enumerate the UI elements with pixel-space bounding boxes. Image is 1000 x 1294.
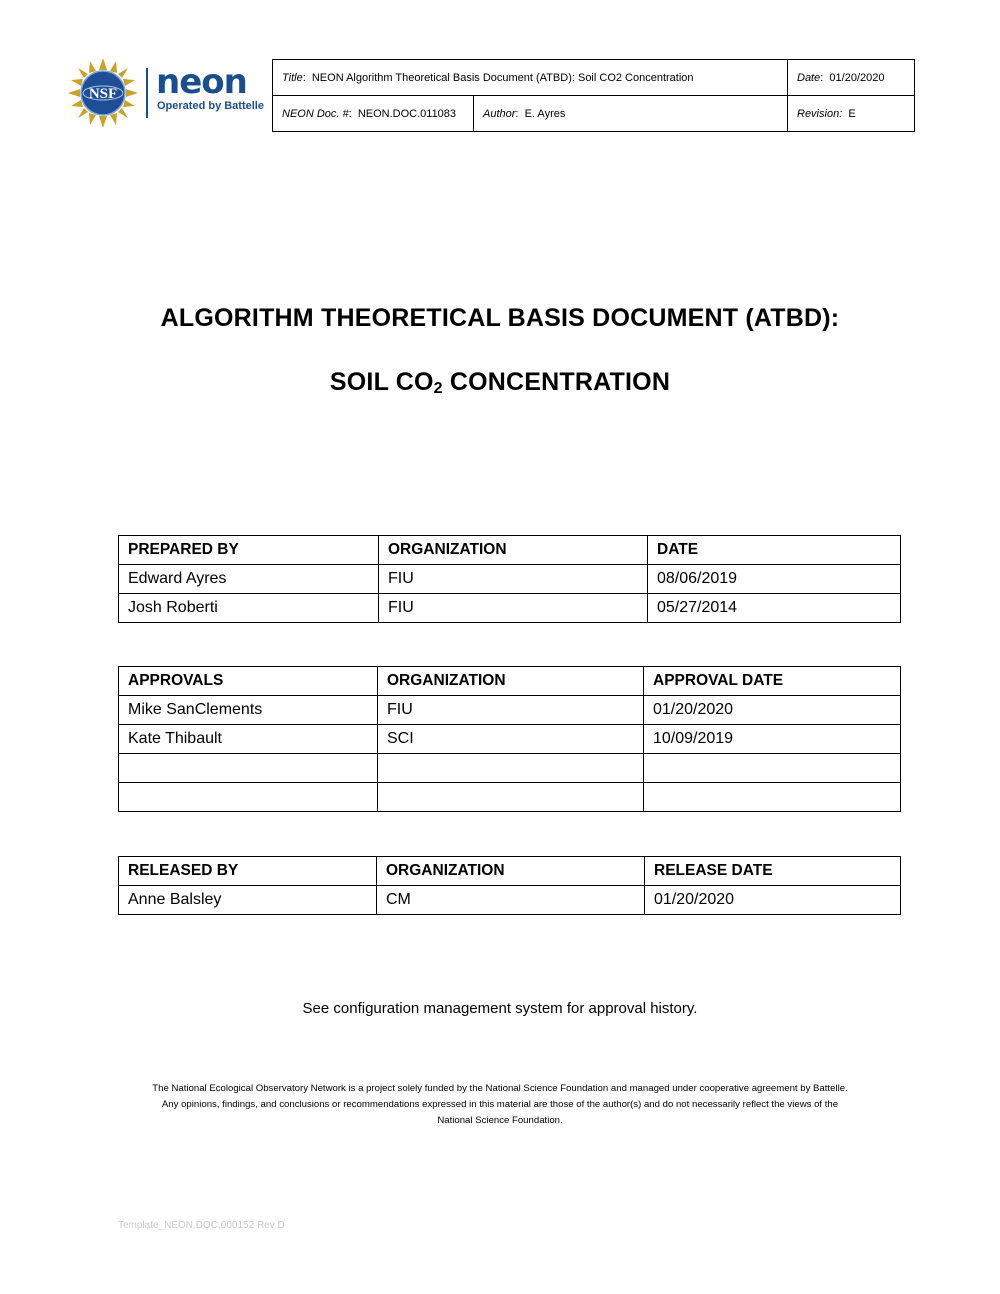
column-header: APPROVAL DATE [644,667,901,696]
table-row [119,696,901,725]
table-header-row [119,667,901,696]
table-cell: Mike SanClements [119,696,378,725]
funding-disclaimer [100,1081,900,1129]
table-cell: CM [377,886,645,915]
date-label: Date [797,71,821,84]
table-cell [119,754,378,783]
revision-value: E [848,107,856,120]
table-cell [644,754,901,783]
column-header: ORGANIZATION [378,667,644,696]
table-cell: 05/27/2014 [648,594,901,623]
footer-line: National Science Foundation. [437,1115,563,1126]
header-doc-cell: NEON Doc. #: NEON.DOC.011083 [273,96,474,132]
table-cell: 01/20/2020 [645,886,901,915]
table-cell: FIU [379,565,648,594]
column-header: ORGANIZATION [379,536,648,565]
table-cell [378,754,644,783]
table-cell: SCI [378,725,644,754]
column-header: PREPARED BY [119,536,379,565]
column-header: RELEASED BY [119,857,377,886]
nsf-seal-text: NSF [88,86,118,102]
table-row [119,725,901,754]
table-cell [378,783,644,812]
approvals-table [118,666,901,812]
table-row [119,754,901,783]
template-id: Template_NEON.DOC.000152 Rev D [118,1220,285,1231]
author-label: Author [483,107,516,120]
table-cell: 01/20/2020 [644,696,901,725]
nsf-seal-logo [68,58,138,128]
table-row [119,594,901,623]
prepared-by-table [118,535,901,623]
date-value: 01/20/2020 [829,71,885,84]
table-cell: Anne Balsley [119,886,377,915]
footer-line: The National Ecological Observatory Network is a project solely funded by the National Science Foundation and managed under cooperative agreement by Battelle. [152,1083,848,1094]
title-label: Title [282,71,303,84]
table-cell: Kate Thibault [119,725,378,754]
table-row [119,783,901,812]
footer-line: Any opinions, findings, and conclusions or recommendations expressed in this material are those of the author(s) and do not necessarily reflect the views of the [161,1099,839,1110]
doc-label: NEON Doc. # [282,107,349,120]
document-header-table [272,59,915,132]
header-row-title [273,60,915,96]
column-header: APPROVALS [119,667,378,696]
doc-value: NEON.DOC.011083 [357,107,457,120]
neon-logo-tagline: Operated by Battelle [157,100,264,112]
revision-label: Revision: [797,107,843,120]
table-cell: Josh Roberti [119,594,379,623]
table-header-row [119,536,901,565]
title-line2-suffix: CONCENTRATION [442,368,671,396]
header-row-meta [273,96,915,132]
title-line2-prefix: SOIL CO [329,368,434,396]
configuration-note: See configuration management system for approval history. [302,1000,698,1017]
title-line2-subscript: 2 [433,380,443,397]
table-row [119,565,901,594]
header-date-cell: Date: 01/20/2020 [788,60,915,96]
logo-divider [146,68,148,118]
document-title-line1: ALGORITHM THEORETICAL BASIS DOCUMENT (ATBD): [160,304,840,332]
column-header: RELEASE DATE [645,857,901,886]
table-row [119,886,901,915]
table-cell: Edward Ayres [119,565,379,594]
logo-area [68,58,264,130]
table-cell [644,783,901,812]
author-value: E. Ayres [524,107,566,120]
table-cell: 10/09/2019 [644,725,901,754]
neon-logo-word: neon [156,62,247,102]
table-header-row [119,857,901,886]
column-header: DATE [648,536,901,565]
table-cell: 08/06/2019 [648,565,901,594]
title-value: NEON Algorithm Theoretical Basis Document (ATBD): Soil CO2 Concentration [311,71,694,84]
table-cell: FIU [379,594,648,623]
header-title-cell: Title: NEON Algorithm Theoretical Basis Document (ATBD): Soil CO2 Concentration [273,60,788,96]
header-revision-cell [788,96,915,132]
table-cell: FIU [378,696,644,725]
column-header: ORGANIZATION [377,857,645,886]
released-by-table [118,856,901,915]
header-author-cell: Author: E. Ayres [474,96,788,132]
document-title-line2 [0,368,1000,398]
table-cell [119,783,378,812]
